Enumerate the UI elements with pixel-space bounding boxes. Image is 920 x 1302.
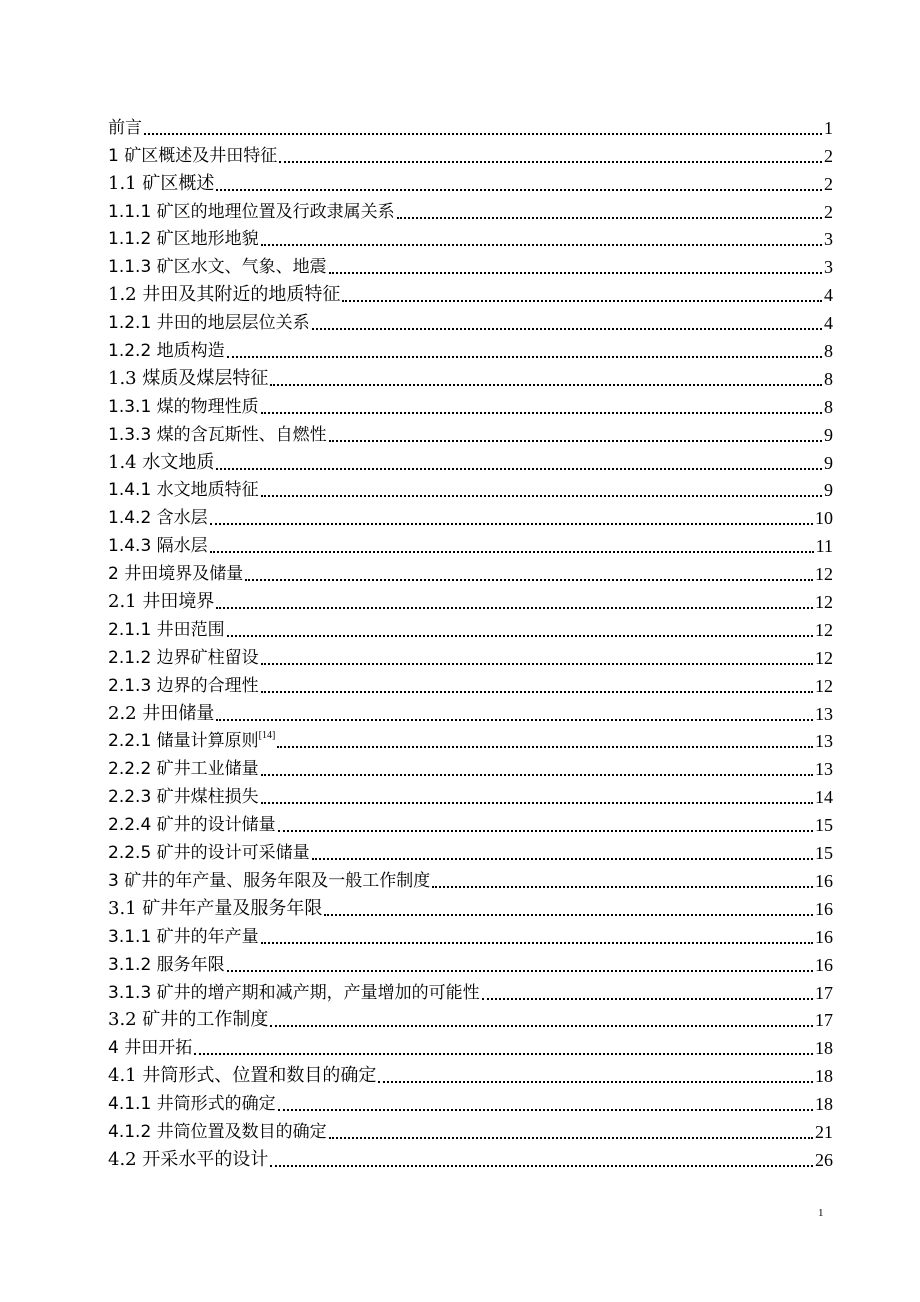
- toc-entry[interactable]: [108, 279, 833, 307]
- table-of-contents: [108, 112, 833, 1172]
- toc-entry-title: [108, 534, 208, 558]
- toc-entry[interactable]: [108, 893, 833, 921]
- toc-entry-title: [108, 562, 243, 586]
- toc-entry-page: 12: [815, 564, 833, 585]
- toc-entry-title-text: 2.2.5 矿井的设计可采储量: [108, 843, 310, 864]
- toc-entry-title-text: 1.2.2 地质构造: [108, 341, 225, 362]
- toc-entry-page: 21: [815, 1121, 833, 1142]
- toc-entry[interactable]: [108, 1005, 833, 1033]
- toc-entry-page: 10: [815, 508, 833, 529]
- toc-entry-title-text: 1.3.1 煤的物理性质: [108, 396, 259, 417]
- toc-entry[interactable]: [108, 224, 833, 252]
- toc-entry-title-text: 3.1.2 服务年限: [108, 954, 225, 975]
- dot-leader: [261, 663, 813, 665]
- toc-entry-title-text: 1 矿区概述及井田特征: [108, 145, 278, 166]
- dot-leader: [210, 523, 813, 525]
- toc-entry-page: 15: [815, 843, 833, 864]
- toc-entry[interactable]: [108, 112, 833, 140]
- toc-entry-title: [108, 172, 214, 196]
- toc-entry-title: [108, 981, 480, 1005]
- dot-leader: [210, 551, 814, 553]
- toc-entry-page: 8: [824, 396, 833, 417]
- toc-entry[interactable]: [108, 781, 833, 809]
- toc-entry-title: [108, 618, 225, 642]
- toc-entry-title-text: 4.1.1 井筒形式的确定: [108, 1094, 276, 1115]
- toc-entry-title: [108, 283, 340, 307]
- dot-leader: [312, 328, 822, 330]
- dot-leader: [261, 691, 813, 693]
- toc-entry-page: 17: [815, 1010, 833, 1031]
- dot-leader: [261, 495, 822, 497]
- dot-leader: [378, 1081, 813, 1083]
- toc-entry[interactable]: [108, 642, 833, 670]
- toc-entry[interactable]: [108, 698, 833, 726]
- toc-entry-page: 4: [824, 313, 833, 334]
- toc-entry-page: 3: [824, 229, 833, 250]
- toc-entry-title-text: 2.2 井田储量: [108, 702, 215, 724]
- toc-entry[interactable]: [108, 140, 833, 168]
- toc-entry-page: 12: [815, 592, 833, 613]
- toc-entry-page: 3: [824, 257, 833, 278]
- dot-leader: [329, 272, 822, 274]
- toc-entry[interactable]: [108, 837, 833, 865]
- toc-entry-title: [108, 255, 327, 279]
- toc-entry-title-text: 1.1.1 矿区的地理位置及行政隶属关系: [108, 201, 395, 222]
- toc-entry-title-text: 3.1.1 矿井的年产量: [108, 926, 259, 947]
- toc-entry-title: [108, 724, 275, 753]
- dot-leader: [324, 914, 813, 916]
- toc-entry-title: [108, 367, 268, 391]
- toc-entry-title: [108, 1064, 376, 1088]
- toc-entry[interactable]: [108, 335, 833, 363]
- toc-entry-page: 13: [815, 731, 833, 752]
- toc-entry-title: [108, 841, 310, 865]
- toc-entry[interactable]: [108, 196, 833, 224]
- toc-entry-title: [108, 478, 259, 502]
- toc-entry-title: [108, 702, 214, 726]
- toc-entry-title-text: 2.1.1 井田范围: [108, 619, 225, 640]
- toc-entry[interactable]: [108, 977, 833, 1005]
- toc-entry-page: 2: [824, 145, 833, 166]
- toc-entry-title: [108, 144, 277, 168]
- toc-entry-title-text: 4.2 开采水平的设计: [108, 1148, 269, 1170]
- dot-leader: [261, 774, 813, 776]
- toc-entry[interactable]: [108, 949, 833, 977]
- toc-entry-title: [108, 1092, 276, 1116]
- toc-entry[interactable]: [108, 921, 833, 949]
- toc-entry-title: [108, 590, 214, 614]
- toc-entry-page: 12: [815, 675, 833, 696]
- toc-entry-title: [108, 1008, 268, 1032]
- toc-entry-title-text: 1.2.1 井田的地层层位关系: [108, 313, 310, 334]
- dot-leader: [216, 189, 822, 191]
- dot-leader: [279, 161, 822, 163]
- toc-entry[interactable]: [108, 251, 833, 279]
- toc-entry[interactable]: [108, 475, 833, 503]
- toc-entry-page: 18: [815, 1094, 833, 1115]
- toc-entry-title: [108, 1148, 268, 1172]
- dot-leader: [278, 830, 813, 832]
- toc-entry-title: [108, 1036, 192, 1060]
- toc-entry-title-text: 1.1.2 矿区地形地貌: [108, 229, 259, 250]
- toc-entry-title-text: 1.2 井田及其附近的地质特征: [108, 284, 341, 306]
- toc-entry-title: [108, 925, 259, 949]
- toc-entry-title: [108, 423, 327, 447]
- toc-entry-page: 1: [824, 117, 833, 138]
- toc-entry[interactable]: [108, 363, 833, 391]
- dot-leader: [216, 719, 813, 721]
- dot-leader: [261, 942, 813, 944]
- toc-entry-title-text: 1.4.3 隔水层: [108, 536, 208, 557]
- toc-entry-page: 8: [824, 368, 833, 389]
- toc-entry-title: [108, 395, 259, 419]
- toc-entry-page: 16: [815, 954, 833, 975]
- toc-entry-page: 4: [824, 285, 833, 306]
- dot-leader: [342, 300, 822, 302]
- toc-entry-title-text: 1.3.3 煤的含瓦斯性、自燃性: [108, 424, 327, 445]
- dot-leader: [216, 468, 822, 470]
- toc-entry-page: 17: [815, 982, 833, 1003]
- toc-entry-title: [108, 897, 322, 921]
- toc-entry[interactable]: [108, 558, 833, 586]
- toc-entry-title: [108, 506, 208, 530]
- toc-entry-page: 16: [815, 898, 833, 919]
- toc-entry-title-text: 1.1.3 矿区水文、气象、地震: [108, 257, 327, 278]
- toc-entry-title: [108, 813, 276, 837]
- toc-entry-title-text: 3.2 矿井的工作制度: [108, 1009, 269, 1031]
- toc-entry-page: 11: [815, 536, 833, 557]
- toc-entry-page: 16: [815, 926, 833, 947]
- dot-leader: [270, 1165, 813, 1167]
- toc-entry-page: 13: [815, 759, 833, 780]
- toc-entry-title: [108, 227, 259, 251]
- dot-leader: [329, 1137, 813, 1139]
- toc-entry-page: 14: [815, 787, 833, 808]
- toc-entry[interactable]: [108, 1032, 833, 1060]
- toc-entry-page: 15: [815, 815, 833, 836]
- toc-entry-title-text: 2.2.3 矿井煤柱损失: [108, 787, 259, 808]
- dot-leader: [227, 970, 813, 972]
- toc-entry-title-text: 3 矿井的年产量、服务年限及一般工作制度: [108, 870, 431, 891]
- toc-entry-title-text: 2.2.2 矿井工业储量: [108, 759, 259, 780]
- dot-leader: [227, 635, 813, 637]
- toc-entry-title: [108, 757, 259, 781]
- dot-leader: [278, 1109, 813, 1111]
- toc-entry-page: 2: [824, 173, 833, 194]
- toc-entry[interactable]: [108, 1144, 833, 1172]
- dot-leader: [432, 886, 813, 888]
- toc-entry[interactable]: [108, 502, 833, 530]
- toc-entry-title-text: 3.1 矿井年产量及服务年限: [108, 897, 323, 919]
- toc-entry-title-text: 2.1.3 边界的合理性: [108, 675, 259, 696]
- toc-entry-title: [108, 311, 310, 335]
- toc-entry-title: [108, 869, 430, 893]
- toc-entry-title-text: 4.1 井筒形式、位置和数目的确定: [108, 1065, 377, 1087]
- toc-entry-title-text: 3.1.3 矿井的增产期和减产期，产量增加的可能性: [108, 982, 480, 1003]
- toc-entry[interactable]: [108, 1060, 833, 1088]
- toc-entry-title: [108, 1120, 327, 1144]
- dot-leader: [227, 356, 822, 358]
- toc-entry-title-text: 2.2.4 矿井的设计储量: [108, 815, 276, 836]
- dot-leader: [329, 440, 822, 442]
- toc-entry[interactable]: [108, 865, 833, 893]
- dot-leader: [261, 802, 813, 804]
- toc-entry-title: [108, 953, 225, 977]
- toc-entry[interactable]: [108, 1116, 833, 1144]
- toc-entry-page: 9: [824, 480, 833, 501]
- toc-entry-title-text: 2.1.2 边界矿柱留设: [108, 647, 259, 668]
- dot-leader: [216, 607, 813, 609]
- dot-leader: [270, 384, 822, 386]
- dot-leader: [194, 1053, 813, 1055]
- toc-entry-page: 26: [815, 1149, 833, 1170]
- toc-entry[interactable]: [108, 391, 833, 419]
- toc-entry[interactable]: [108, 753, 833, 781]
- toc-entry-page: 13: [815, 703, 833, 724]
- dot-leader: [312, 858, 813, 860]
- toc-entry-page: 9: [824, 452, 833, 473]
- toc-entry-title-text: 1.4.1 水文地质特征: [108, 480, 259, 501]
- toc-entry-title-text: 1.4.2 含水层: [108, 508, 208, 529]
- toc-entry-title-text: 4.1.2 井筒位置及数目的确定: [108, 1121, 327, 1142]
- toc-entry-title: [108, 646, 259, 670]
- toc-entry-title-text: 4 井田开拓: [108, 1038, 193, 1059]
- toc-entry[interactable]: [108, 530, 833, 558]
- toc-entry-title: [108, 116, 142, 140]
- toc-entry-page: 12: [815, 647, 833, 668]
- toc-entry-page: 12: [815, 619, 833, 640]
- toc-entry[interactable]: [108, 307, 833, 335]
- toc-entry-page: 9: [824, 424, 833, 445]
- toc-entry[interactable]: [108, 586, 833, 614]
- toc-entry[interactable]: [108, 726, 833, 754]
- dot-leader: [270, 1025, 813, 1027]
- dot-leader: [397, 217, 822, 219]
- toc-entry-title-text: 前言: [108, 117, 142, 138]
- toc-entry[interactable]: [108, 614, 833, 642]
- toc-entry-title-text: 1.1 矿区概述: [108, 172, 215, 194]
- dot-leader: [261, 412, 822, 414]
- toc-entry-page: 2: [824, 201, 833, 222]
- toc-entry[interactable]: [108, 447, 833, 475]
- toc-entry-title-text: 2 井田境界及储量: [108, 564, 244, 585]
- toc-entry[interactable]: [108, 670, 833, 698]
- toc-entry-title: [108, 339, 225, 363]
- toc-entry[interactable]: [108, 419, 833, 447]
- page-number: 1: [818, 1207, 824, 1219]
- dot-leader: [482, 998, 813, 1000]
- toc-entry-title: [108, 785, 259, 809]
- citation-superscript: [14]: [258, 730, 276, 742]
- toc-entry-page: 8: [824, 341, 833, 362]
- toc-entry-title-text: 1.4 水文地质: [108, 451, 215, 473]
- toc-entry-title-text: 2.2.1 储量计算原则: [108, 731, 259, 752]
- toc-entry[interactable]: [108, 1088, 833, 1116]
- toc-entry-title-text: 2.1 井田境界: [108, 591, 215, 613]
- dot-leader: [245, 579, 813, 581]
- toc-entry-title: [108, 674, 259, 698]
- toc-entry-page: 18: [815, 1038, 833, 1059]
- dot-leader: [144, 133, 822, 135]
- dot-leader: [261, 244, 822, 246]
- toc-entry-title: [108, 200, 395, 224]
- toc-entry-title: [108, 451, 214, 475]
- dot-leader: [277, 746, 813, 748]
- toc-entry-title-text: 1.3 煤质及煤层特征: [108, 367, 269, 389]
- toc-entry-page: 18: [815, 1066, 833, 1087]
- toc-entry-page: 16: [815, 870, 833, 891]
- toc-entry[interactable]: [108, 168, 833, 196]
- toc-entry[interactable]: [108, 809, 833, 837]
